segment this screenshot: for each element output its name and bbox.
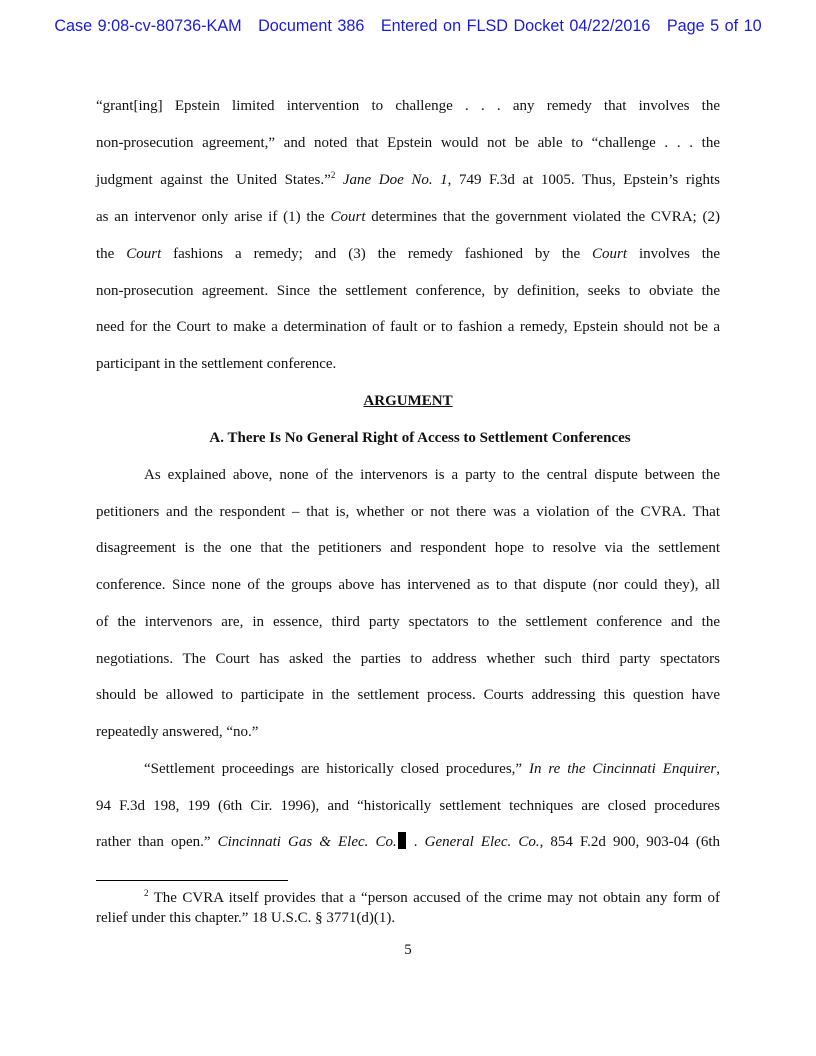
text-line: disagreement is the one that the petitioners and respondent hope to resolve via the settlement — [96, 540, 720, 556]
text-line — [96, 759, 720, 779]
text-line: “grant[ing] Epstein limited intervention to challenge . . . any remedy that involves the — [96, 98, 720, 114]
text-line: need for the Court to make a determination of fault or to fashion a remedy, Epstein should not be a — [96, 319, 720, 335]
docket-header-stamp: Case 9:08-cv-80736-KAM Document 386 Entered on FLSD Docket 04/22/2016 Page 5 of 10 — [54, 17, 762, 35]
text-span: determines that the government violated the CVRA; (2) — [365, 209, 720, 225]
text-span: , 854 F.2d 900, 903-04 (6th — [539, 834, 720, 850]
text-line — [96, 207, 720, 227]
text-line — [96, 170, 720, 190]
text-line: non-prosecution agreement,” and noted that Epstein would not be able to “challenge . . . the — [96, 135, 720, 151]
subsection-heading: A. There Is No General Right of Access to Settlement Conferences — [209, 430, 631, 446]
text-span: rather than open.” — [96, 834, 218, 850]
text-line: non-prosecution agreement. Since the settlement conference, by definition, seeks to obviate the — [96, 283, 720, 299]
text-span: judgment against the United States.” — [96, 172, 331, 188]
emphasis: Court — [592, 246, 628, 262]
case-citation: In re the Cincinnati Enquirer — [528, 761, 717, 777]
footnote-ref[interactable]: 2 — [330, 170, 336, 180]
text-line: conference. Since none of the groups above has intervened as to that dispute (nor could they), all — [96, 577, 720, 593]
page-number: 5 — [404, 942, 412, 958]
footnote-line: relief under this chapter.” 18 U.S.C. § 3771(d)(1). — [96, 910, 396, 926]
text-span: fashions a remedy; and (3) the remedy fashioned by the — [161, 246, 593, 262]
text-span: . — [406, 834, 425, 850]
footnote-line — [96, 888, 720, 908]
text-line: petitioners and the respondent – that is, whether or not there was a violation of the CVRA. That — [96, 504, 720, 520]
text-line: participant in the settlement conference. — [96, 356, 337, 372]
footnote-divider — [96, 880, 288, 881]
text-span: “Settlement proceedings are historically closed procedures,” — [144, 761, 529, 777]
case-citation: Jane Doe No. 1 — [342, 172, 448, 188]
text-span: as an intervenor only arise if (1) the — [96, 209, 331, 225]
emphasis: Court — [330, 209, 366, 225]
case-citation: General Elec. Co. — [424, 834, 540, 850]
text-span: involves the — [627, 246, 721, 262]
text-span: , — [716, 761, 721, 777]
text-line: should be allowed to participate in the settlement process. Courts addressing this question have — [96, 687, 720, 703]
text-line: As explained above, none of the intervenors is a party to the central dispute between the — [144, 467, 720, 483]
footnote-text: The CVRA itself provides that a “person accused of the crime may not obtain any form of — [148, 890, 720, 906]
emphasis: Court — [126, 246, 162, 262]
case-citation: Cincinnati Gas & Elec. Co. — [217, 834, 397, 850]
text-line: 94 F.3d 198, 199 (6th Cir. 1996), and “historically settlement techniques are closed procedures — [96, 798, 720, 814]
redaction-mark — [398, 832, 406, 849]
footnote-marker: 2 — [144, 888, 149, 898]
text-span: , 749 F.3d at 1005. Thus, Epstein’s rights — [447, 172, 720, 188]
text-line: repeatedly answered, “no.” — [96, 724, 259, 740]
text-line: negotiations. The Court has asked the parties to address whether such third party spectators — [96, 651, 720, 667]
text-span: the — [96, 246, 127, 262]
text-line — [96, 244, 720, 264]
section-heading: ARGUMENT — [363, 393, 453, 409]
text-line: of the intervenors are, in essence, third party spectators to the settlement conference and the — [96, 614, 720, 630]
text-line — [96, 832, 720, 852]
